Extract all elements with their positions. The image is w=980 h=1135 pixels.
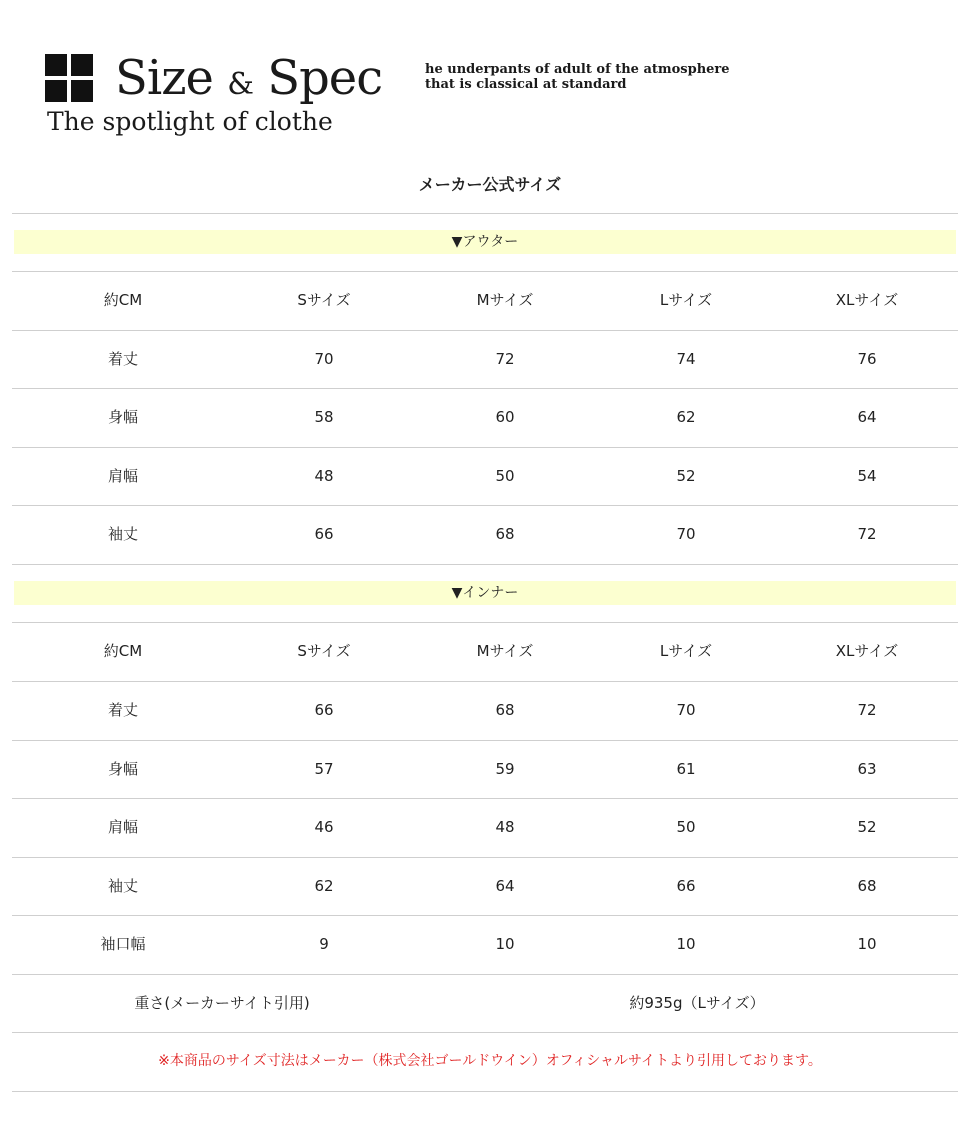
row-label: 袖丈	[107, 877, 138, 895]
table-cell: 50	[676, 818, 696, 836]
column-header: 約CM	[103, 291, 143, 309]
table-cell: 10	[676, 935, 696, 953]
column-header: Sサイズ	[297, 642, 351, 660]
column-header: Lサイズ	[659, 291, 713, 309]
table-cell: 64	[495, 877, 515, 895]
table-cell: 70	[314, 350, 334, 368]
table-row	[12, 798, 958, 856]
tagline-line-1: he underpants of adult of the atmosphere	[425, 62, 730, 77]
divider	[12, 1091, 958, 1092]
page-header	[0, 0, 980, 160]
table-cell: 72	[857, 701, 877, 719]
table-row	[12, 388, 958, 446]
column-header: 約CM	[103, 642, 143, 660]
table-row	[12, 447, 958, 505]
divider	[12, 213, 958, 214]
table-cell: 10	[857, 935, 877, 953]
table-cell: 74	[676, 350, 696, 368]
table-row	[12, 681, 958, 739]
table-cell: 10	[495, 935, 515, 953]
weight-row	[12, 974, 958, 1032]
source-note: ※本商品のサイズ寸法はメーカー（株式会社ゴールドウイン）オフィシャルサイトより引用しております。	[158, 1053, 822, 1069]
divider	[12, 564, 958, 565]
column-header: Lサイズ	[659, 642, 713, 660]
table-cell: 58	[314, 408, 334, 426]
table-cell: 64	[857, 408, 877, 426]
tagline-line-2: that is classical at standard	[425, 77, 627, 92]
page-title: メーカー公式サイズ	[418, 175, 562, 194]
table-header-row-inner	[12, 622, 958, 680]
row-label: 身幅	[107, 408, 138, 426]
table-cell: 62	[676, 408, 696, 426]
table-cell: 50	[495, 467, 515, 485]
table-row	[12, 857, 958, 915]
column-header: Mサイズ	[476, 291, 534, 309]
table-cell: 54	[857, 467, 877, 485]
column-header: XLサイズ	[835, 642, 899, 660]
section-band-outer: ▼アウター	[14, 230, 956, 254]
table-cell: 48	[314, 467, 334, 485]
row-label: 着丈	[107, 350, 138, 368]
table-cell: 70	[676, 701, 696, 719]
table-cell: 59	[495, 760, 515, 778]
brand-ampersand: &	[227, 67, 253, 102]
table-cell: 68	[495, 701, 515, 719]
row-label: 身幅	[107, 760, 138, 778]
column-header: Sサイズ	[297, 291, 351, 309]
table-cell: 48	[495, 818, 515, 836]
table-cell: 9	[319, 935, 329, 953]
table-cell: 52	[676, 467, 696, 485]
brand-word-spec: Spec	[267, 50, 383, 106]
section-band-inner: ▼インナー	[14, 581, 956, 605]
logo-squares-icon	[45, 54, 93, 102]
row-label: 肩幅	[107, 467, 138, 485]
table-cell: 62	[314, 877, 334, 895]
table-cell: 60	[495, 408, 515, 426]
weight-label: 重さ(メーカーサイト引用)	[134, 994, 310, 1012]
table-cell: 63	[857, 760, 877, 778]
table-cell: 66	[314, 701, 334, 719]
table-row	[12, 330, 958, 388]
row-label: 袖口幅	[100, 935, 146, 953]
brand-tagline	[425, 62, 730, 92]
divider	[12, 1032, 958, 1033]
table-cell: 66	[676, 877, 696, 895]
column-header: Mサイズ	[476, 642, 534, 660]
table-cell: 76	[857, 350, 877, 368]
table-row	[12, 505, 958, 563]
table-cell: 72	[495, 350, 515, 368]
table-cell: 68	[857, 877, 877, 895]
row-label: 着丈	[107, 701, 138, 719]
weight-value: 約935g（Lサイズ）	[629, 994, 765, 1012]
table-cell: 70	[676, 525, 696, 543]
brand-subtitle: The spotlight of clothe	[47, 107, 333, 136]
row-label: 袖丈	[107, 525, 138, 543]
table-header-row-outer	[12, 271, 958, 329]
table-cell: 57	[314, 760, 334, 778]
table-cell: 52	[857, 818, 877, 836]
table-row	[12, 740, 958, 798]
column-header: XLサイズ	[835, 291, 899, 309]
brand-logo-text	[115, 50, 382, 113]
row-label: 肩幅	[107, 818, 138, 836]
table-row	[12, 915, 958, 973]
table-cell: 46	[314, 818, 334, 836]
table-cell: 61	[676, 760, 696, 778]
table-cell: 68	[495, 525, 515, 543]
brand-word-size: Size	[115, 50, 213, 106]
table-cell: 72	[857, 525, 877, 543]
table-cell: 66	[314, 525, 334, 543]
